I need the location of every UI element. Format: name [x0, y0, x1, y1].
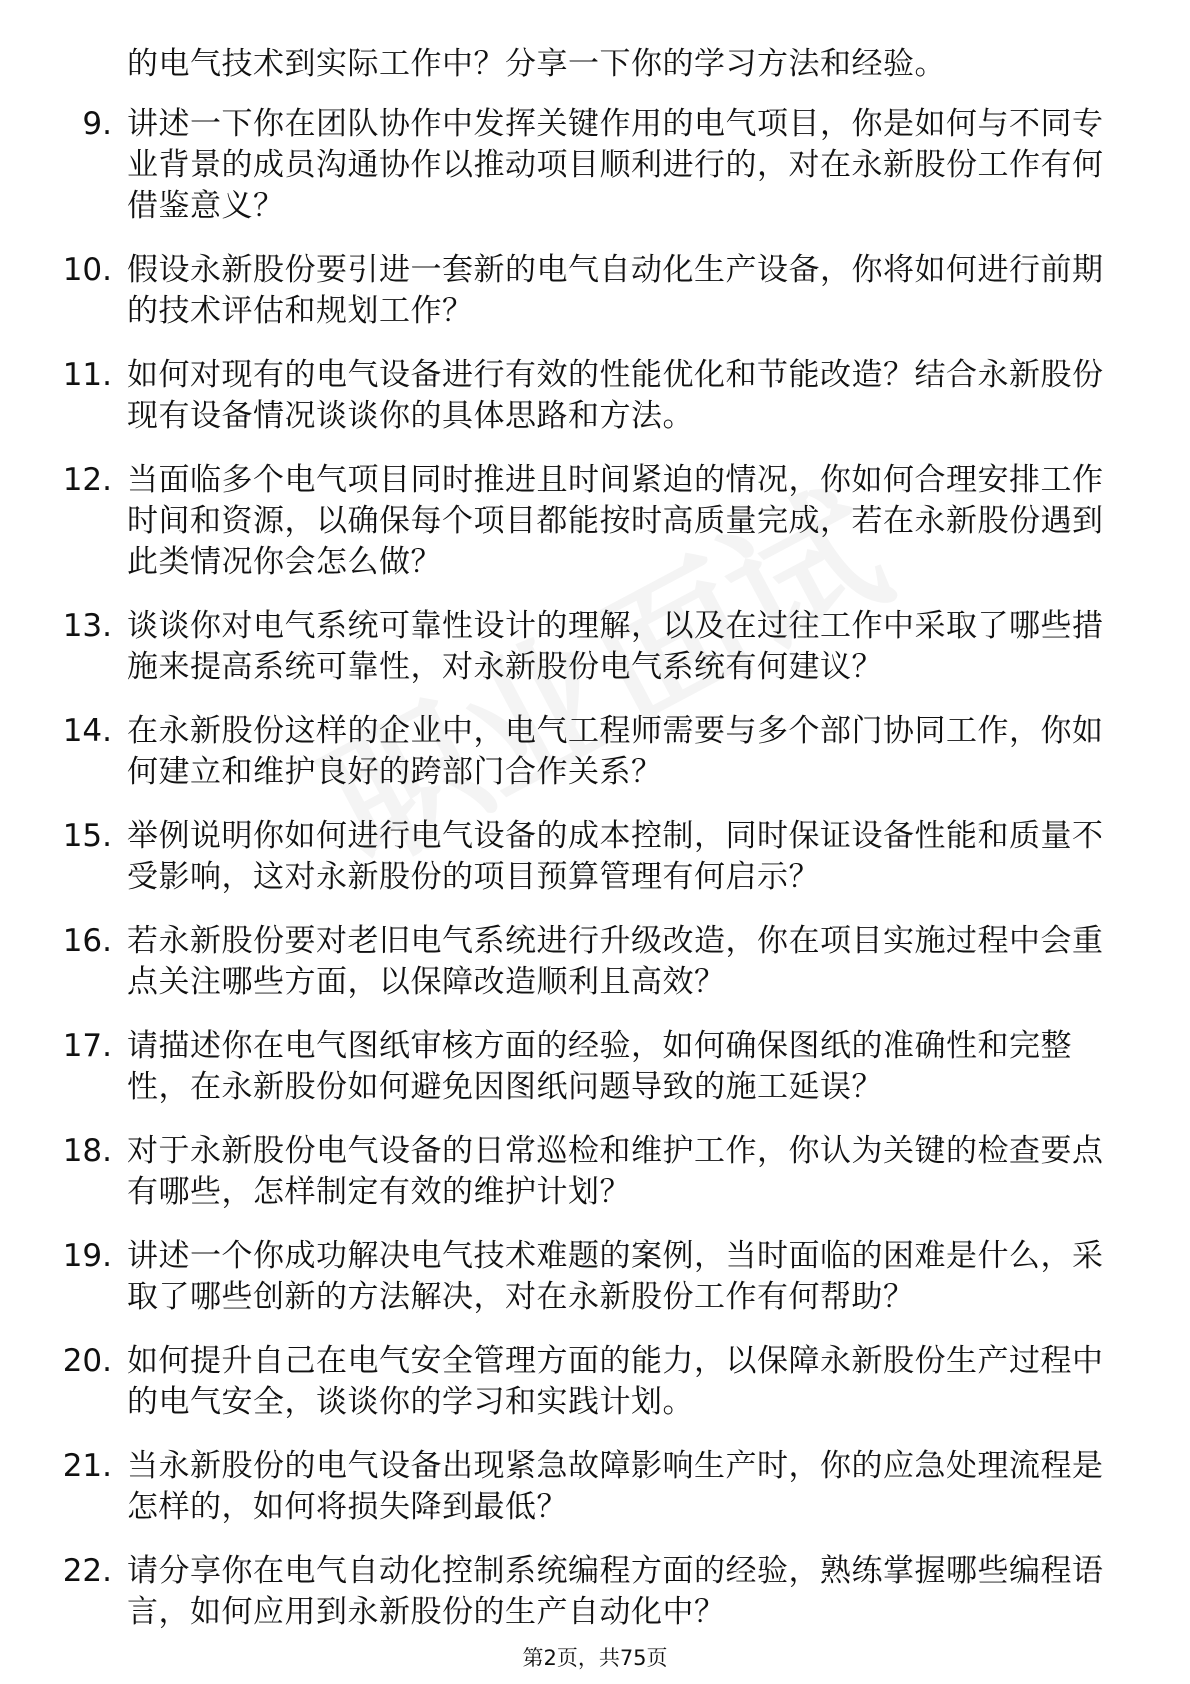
question-text: 谈谈你对电气系统可靠性设计的理解，以及在过往工作中采取了哪些措施来提高系统可靠性，对永新股份电气系统有何建议？ [127, 608, 1104, 685]
question-number: 17. [62, 1028, 112, 1064]
question-number: 12. [62, 462, 112, 498]
question-number: 19. [62, 1238, 112, 1274]
question-item [0, 1446, 1107, 1528]
question-number: 13. [62, 608, 112, 644]
question-text: 请描述你在电气图纸审核方面的经验，如何确保图纸的准确性和完整性，在永新股份如何避免因图纸问题导致的施工延误？ [127, 1028, 1072, 1105]
page-footer: 第2页，共75页 [522, 1646, 668, 1670]
question-number: 21. [62, 1448, 112, 1484]
question-text: 如何提升自己在电气安全管理方面的能力，以保障永新股份生产过程中的电气安全，谈谈你的学习和实践计划。 [127, 1343, 1104, 1420]
question-text: 若永新股份要对老旧电气系统进行升级改造，你在项目实施过程中会重点关注哪些方面，以保障改造顺利且高效？ [127, 923, 1104, 1000]
question-number: 11. [62, 357, 112, 393]
question-text: 当面临多个电气项目同时推进且时间紧迫的情况，你如何合理安排工作时间和资源，以确保每个项目都能按时高质量完成，若在永新股份遇到此类情况你会怎么做？ [127, 462, 1104, 580]
question-text: 请分享你在电气自动化控制系统编程方面的经验，熟练掌握哪些编程语言，如何应用到永新股份的生产自动化中？ [127, 1553, 1104, 1630]
question-number: 18. [62, 1133, 112, 1169]
question-item [0, 1551, 1107, 1633]
question-item [0, 711, 1107, 793]
question-text: 假设永新股份要引进一套新的电气自动化生产设备，你将如何进行前期的技术评估和规划工作？ [127, 252, 1104, 329]
question-number: 22. [62, 1553, 112, 1589]
question-text: 对于永新股份电气设备的日常巡检和维护工作，你认为关键的检查要点有哪些，怎样制定有效的维护计划？ [127, 1133, 1104, 1210]
question-text: 举例说明你如何进行电气设备的成本控制，同时保证设备性能和质量不受影响，这对永新股份的项目预算管理有何启示？ [127, 818, 1104, 895]
question-number: 10. [62, 252, 112, 288]
question-item [0, 1341, 1107, 1423]
question-list [0, 104, 1190, 1656]
question-text: 当永新股份的电气设备出现紧急故障影响生产时，你的应急处理流程是怎样的，如何将损失降到最低？ [127, 1448, 1104, 1525]
question-number: 20. [62, 1343, 112, 1379]
question-item [0, 104, 1107, 227]
question-item [0, 355, 1107, 437]
question-number: 14. [62, 713, 112, 749]
question-text: 如何对现有的电气设备进行有效的性能优化和节能改造？结合永新股份现有设备情况谈谈你的具体思路和方法。 [127, 357, 1104, 434]
question-number: 15. [62, 818, 112, 854]
question-text: 讲述一个你成功解决电气技术难题的案例，当时面临的困难是什么，采取了哪些创新的方法解决，对在永新股份工作有何帮助？ [127, 1238, 1104, 1315]
question-text: 在永新股份这样的企业中，电气工程师需要与多个部门协同工作，你如何建立和维护良好的跨部门合作关系？ [127, 713, 1104, 790]
question-item [0, 606, 1107, 688]
question-number: 16. [62, 923, 112, 959]
question-item [0, 816, 1107, 898]
question-item [0, 1026, 1107, 1108]
question-number: 9. [82, 106, 112, 142]
question-item [0, 460, 1107, 583]
question-item [0, 1131, 1107, 1213]
question-item [0, 250, 1107, 332]
question-item [0, 1236, 1107, 1318]
continuation-text: 的电气技术到实际工作中？分享一下你的学习方法和经验。 [127, 46, 946, 82]
question-text: 讲述一下你在团队协作中发挥关键作用的电气项目，你是如何与不同专业背景的成员沟通协作以推动项目顺利进行的，对在永新股份工作有何借鉴意义？ [127, 106, 1104, 224]
question-item [0, 921, 1107, 1003]
